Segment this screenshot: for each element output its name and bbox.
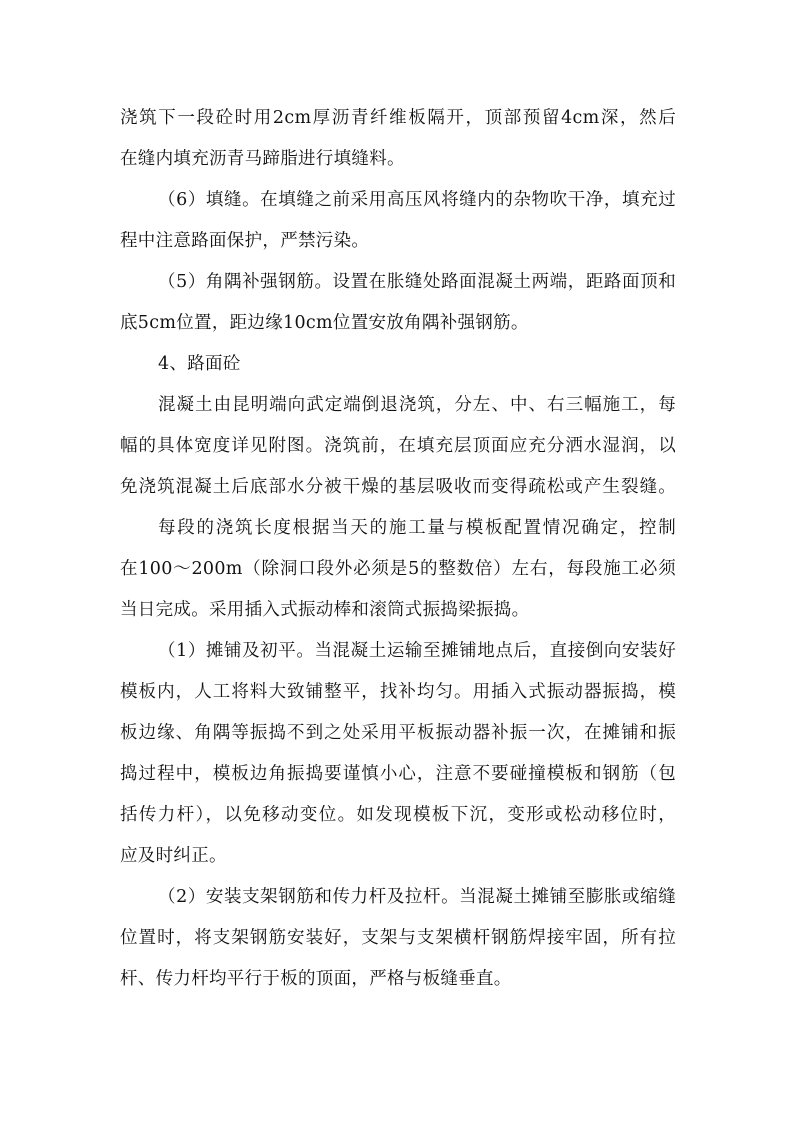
text-line: 幅的具体宽度详见附图。浇筑前，在填充层顶面应充分洒水湿润，以 [120, 436, 676, 456]
text-line: （2）安装支架钢筋和传力杆及拉杆。当混凝土摊铺至膨胀或缩缝 [158, 887, 676, 907]
paragraph-pouring-direction [120, 385, 676, 508]
text-line: 杆、传力杆均平行于板的顶面，严格与板缝垂直。 [120, 969, 512, 989]
text-line: 当日完成。采用插入式振动棒和滚筒式振捣梁振捣。 [120, 600, 530, 620]
paragraph-expansion-joint-continuation [120, 98, 676, 180]
text-line: 捣过程中，模板边角振捣要谨慎小心，注意不要碰撞模板和钢筋（包 [120, 764, 676, 784]
text-line: 应及时纠正。 [120, 846, 227, 866]
paragraph-pouring-length [120, 508, 676, 631]
paragraph-spreading-leveling [120, 631, 676, 877]
text-line: 板边缘、角隅等振捣不到之处采用平板振动器补振一次，在摊铺和振 [120, 723, 676, 743]
text-line: 混凝土由昆明端向武定端倒退浇筑，分左、中、右三幅施工，每 [158, 395, 676, 415]
text-line: 4、路面砼 [158, 354, 241, 374]
text-line: （6）填缝。在填缝之前采用高压风将缝内的杂物吹干净，填充过 [158, 190, 676, 210]
text-line: 在100～200m（除洞口段外必须是5的整数倍）左右，每段施工必须 [120, 559, 676, 579]
section-heading-pavement-concrete [120, 344, 676, 385]
text-line: 每段的浇筑长度根据当天的施工量与模板配置情况确定，控制 [158, 518, 676, 538]
text-line: 在缝内填充沥青马蹄脂进行填缝料。 [120, 149, 405, 169]
text-line: 免浇筑混凝土后底部水分被干燥的基层吸收而变得疏松或产生裂缝。 [120, 477, 676, 497]
text-line: 位置时，将支架钢筋安装好，支架与支架横杆钢筋焊接牢固，所有拉 [120, 928, 676, 948]
text-line: （5）角隅补强钢筋。设置在胀缝处路面混凝土两端，距路面顶和 [158, 272, 676, 292]
text-line: 模板内，人工将料大致铺整平，找补均匀。用插入式振动器振捣，模 [120, 682, 676, 702]
text-line: （1）摊铺及初平。当混凝土运输至摊铺地点后，直接倒向安装好 [158, 641, 676, 661]
text-line: 浇筑下一段砼时用2cm厚沥青纤维板隔开，顶部预留4cm深，然后 [120, 108, 676, 128]
paragraph-joint-filling [120, 180, 676, 262]
text-line: 程中注意路面保护，严禁污染。 [120, 231, 370, 251]
paragraph-support-rebar-dowels [120, 877, 676, 1000]
text-line: 括传力杆），以免移动变位。如发现模板下沉，变形或松动移位时， [120, 805, 676, 825]
text-line: 底5cm位置，距边缘10cm位置安放角隅补强钢筋。 [120, 313, 529, 333]
paragraph-corner-reinforcement [120, 262, 676, 344]
document-body [120, 98, 676, 1000]
